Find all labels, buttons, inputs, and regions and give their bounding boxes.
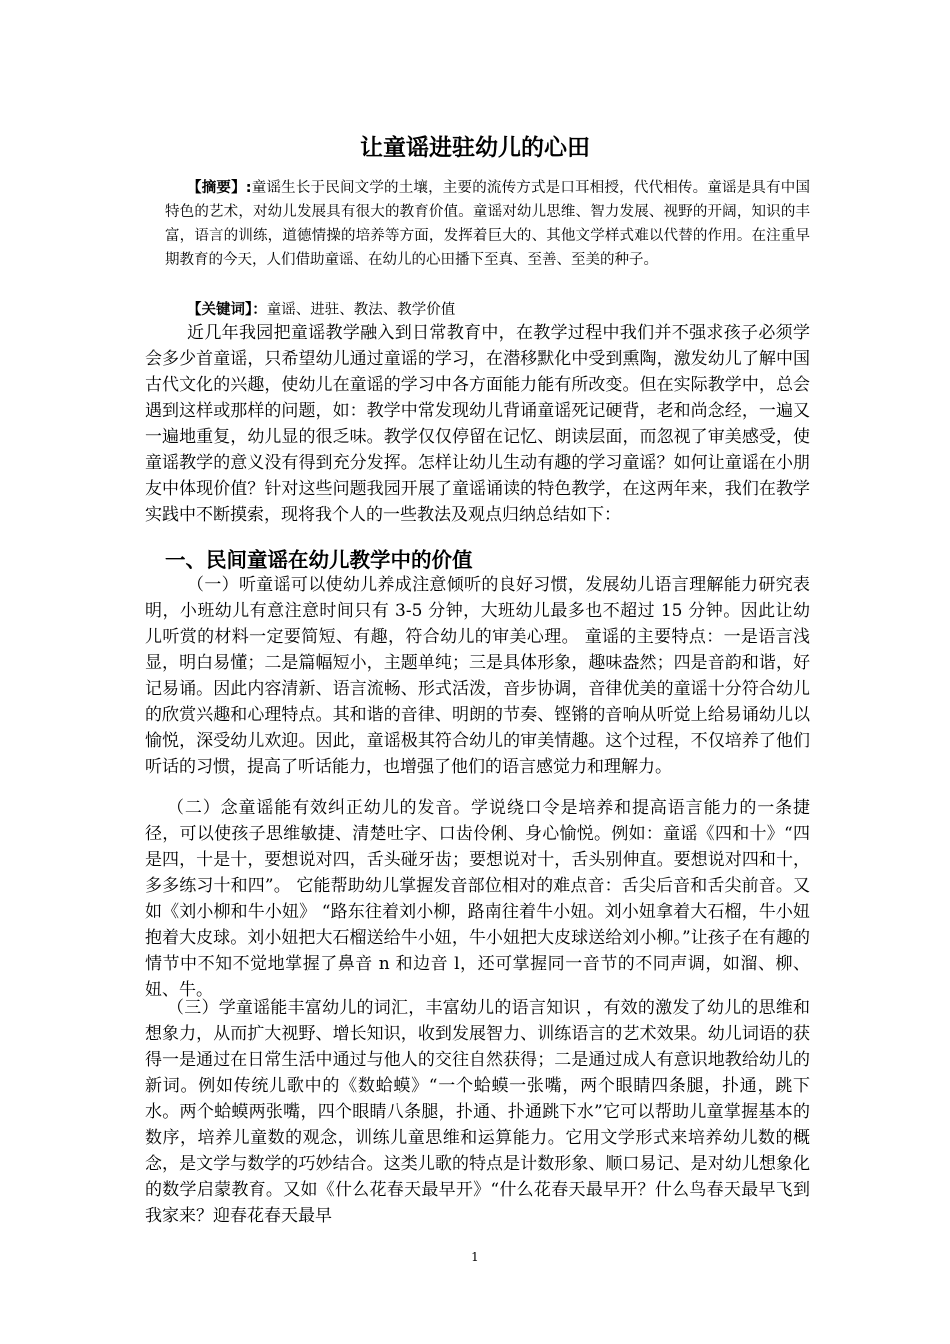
paragraph-2: （二）念童谣能有效纠正幼儿的发音。学说绕口令是培养和提高语言能力的一条捷径，可以使孩子思维敏捷、清楚吐字、口齿伶俐、身心愉悦。例如：童谣《四和十》“四是四，十是十，要想说对四，舌头碰牙齿；要想说对十，舌头别伸直。要想说对四和十，多多练习十和四”。 它能帮助幼儿掌握发音部位相对的难点音：舌尖后音和舌尖前音。又如《刘小柳和牛小妞》 “路东往着刘小柳，路南往着牛小妞。刘小妞拿着大石榴，牛小妞抱着大皮球。刘小妞把大石榴送给牛小妞，牛小妞把大皮球送给刘小柳。”让孩子在有趣的情节中不知不觉地掌握了鼻音 n 和边音 l，还可掌握同一音节的不同声调，如溜、柳、妞、牛。 — [145, 798, 810, 1000]
abstract-text: 童谣生长于民间文学的土壤，主要的流传方式是口耳相授，代代相传。童谣是具有中国特色的艺术，对幼儿发展具有很大的教育价值。童谣对幼儿思维、智力发展、视野的开阔，知识的丰富，语言的训练，道德情操的培养等方面，发挥着巨大的、其他文学样式难以代替的作用。在注重早期教育的今天，人们借助童谣、在幼儿的心田播下至真、至善、至美的种子。 — [165, 180, 810, 268]
page-number: 1 — [471, 1250, 479, 1264]
keywords-label: 【关键词】： — [187, 302, 267, 318]
keywords-text: 童谣、进驻、教法、教学价值 — [266, 302, 456, 318]
paragraph-3: （三）学童谣能丰富幼儿的词汇，丰富幼儿的语言知识 ，有效的激发了幼儿的思维和想象力，从而扩大视野、增长知识，收到发展智力、训练语言的艺术效果。幼儿词语的获得一是通过在日常生活中通过与他人的交往自然获得；二是通过成人有意识地教给幼儿的新词。例如传统儿歌中的《数蛤蟆》“一个蛤蟆一张嘴，两个眼睛四条腿，扑通，跳下水。两个蛤蟆两张嘴，四个眼睛八条腿，扑通、扑通跳下水”它可以帮助儿童掌握基本的数序，培养儿童数的观念，训练儿童思维和运算能力。它用文学形式来培养幼儿数的概念，是文学与数学的巧妙结合。这类儿歌的特点是计数形象、顺口易记、是对幼儿想象化的数学启蒙教育。又如《什么花春天最早开》“什么花春天最早开？什么鸟春天最早飞到我家来？迎春花春天最早 — [145, 998, 810, 1226]
abstract — [165, 176, 810, 272]
intro-paragraph: 近几年我园把童谣教学融入到日常教育中，在教学过程中我们并不强求孩子必须学会多少首童谣，只希望幼儿通过童谣的学习，在潜移默化中受到熏陶，激发幼儿了解中国古代文化的兴趣，使幼儿在童谣的学习中各方面能力能有所改变。但在实际教学中，总会遇到这样或那样的问题，如：教学中常发现幼儿背诵童谣死记硬背，老和尚念经，一遍又一遍地重复，幼儿显的很乏味。教学仅仅停留在记忆、朗读层面，而忽视了审美感受，使童谣教学的意义没有得到充分发挥。怎样让幼儿生动有趣的学习童谣？如何让童谣在小朋友中体现价值？针对这些问题我园开展了童谣诵读的特色教学，在这两年来，我们在教学实践中不断摸索，现将我个人的一些教法及观点归纳总结如下： — [145, 323, 810, 525]
abstract-label: 【摘要】: — [187, 180, 252, 196]
document-title: 让童谣进驻幼儿的心田 — [360, 135, 590, 161]
paragraph-1: （一）听童谣可以使幼儿养成注意倾听的良好习惯，发展幼儿语言理解能力研究表明，小班幼儿有意注意时间只有 3-5 分钟，大班幼儿最多也不超过 15 分钟。因此让幼儿听赏的材料一定要简短、有趣，符合幼儿的审美心理。 童谣的主要特点：一是语言浅显，明白易懂；二是篇幅短小，主题单纯；三是具体形象，趣味盎然；四是音韵和谐，好记易诵。因此内容清新、语言流畅、形式活泼，音步协调，音律优美的童谣十分符合幼儿的欣赏兴趣和心理特点。其和谐的音律、明朗的节奏、铿锵的音响从听觉上给易诵幼儿以愉悦，深受幼儿欢迎。因此，童谣极其符合幼儿的审美情趣。这个过程，不仅培养了他们听话的习惯，提高了听话能力，也增强了他们的语言感觉力和理解力。 — [145, 575, 810, 777]
section-heading: 一、民间童谣在幼儿教学中的价值 — [165, 548, 473, 572]
keywords — [187, 298, 807, 322]
